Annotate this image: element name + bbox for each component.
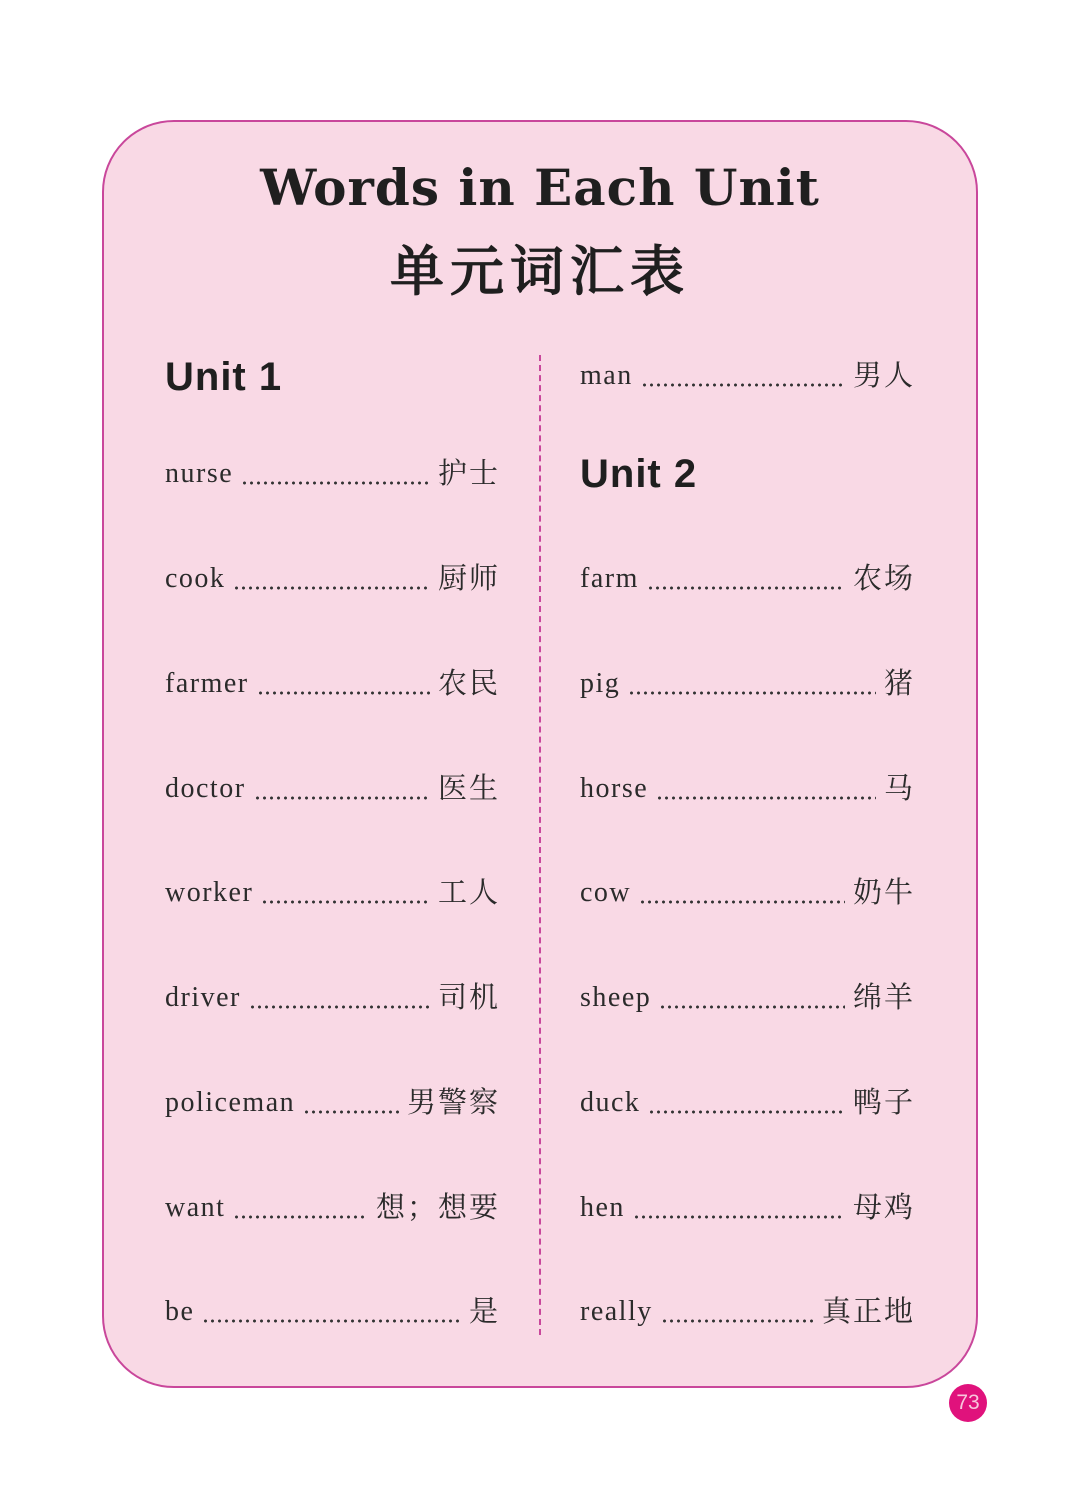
- dotted-leader: [647, 586, 845, 590]
- word-chinese: 农民: [437, 668, 500, 700]
- word-english: pig: [580, 668, 621, 699]
- word-english: driver: [165, 982, 241, 1013]
- word-chinese: 绵羊: [852, 982, 915, 1014]
- dotted-leader: [241, 481, 430, 485]
- vocab-entry: [165, 559, 500, 599]
- vocab-entry: [165, 769, 500, 809]
- word-english: hen: [580, 1192, 625, 1223]
- word-chinese: 医生: [437, 773, 500, 805]
- dotted-leader: [254, 796, 430, 800]
- word-english: be: [165, 1296, 195, 1327]
- word-chinese: 是: [468, 1296, 500, 1328]
- dotted-leader: [641, 383, 845, 387]
- dotted-leader: [261, 900, 430, 904]
- word-english: sheep: [580, 982, 652, 1013]
- word-english: man: [580, 360, 633, 391]
- page-title-chinese: 单元词汇表: [390, 240, 690, 303]
- vocab-entry: [165, 454, 500, 494]
- vocab-entry: [165, 664, 500, 704]
- column-divider: [539, 355, 541, 1335]
- dotted-leader: [202, 1319, 461, 1323]
- vocab-entry: [165, 978, 500, 1018]
- vocab-entry: [580, 873, 915, 913]
- vocab-entry: [580, 1188, 915, 1228]
- dotted-leader: [656, 796, 876, 800]
- word-english: really: [580, 1296, 653, 1327]
- dotted-leader: [639, 900, 845, 904]
- page-title-english: Words in Each Unit: [260, 158, 820, 217]
- word-english: cook: [165, 563, 226, 594]
- word-chinese: 司机: [437, 982, 500, 1014]
- word-chinese: 想；想要: [375, 1192, 500, 1224]
- vocab-entry: [580, 1292, 915, 1332]
- vocab-entry: [165, 1292, 500, 1332]
- word-chinese: 厨师: [437, 563, 500, 595]
- dotted-leader: [659, 1005, 845, 1009]
- unit-heading-2: Unit 2: [580, 452, 698, 496]
- word-chinese: 男警察: [406, 1087, 500, 1119]
- word-chinese: 猪: [883, 668, 915, 700]
- unit-heading-1: Unit 1: [165, 355, 283, 399]
- word-english: doctor: [165, 773, 246, 804]
- vocab-entry: [580, 664, 915, 704]
- word-english: duck: [580, 1087, 641, 1118]
- word-chinese: 鸭子: [852, 1087, 915, 1119]
- vocab-entry: [165, 873, 500, 913]
- dotted-leader: [233, 586, 430, 590]
- word-english: farmer: [165, 668, 249, 699]
- word-english: want: [165, 1192, 226, 1223]
- vocab-entry: [580, 769, 915, 809]
- word-english: horse: [580, 773, 649, 804]
- word-chinese: 男人: [852, 360, 915, 392]
- vocab-entry: [580, 978, 915, 1018]
- page-number-badge: 73: [949, 1384, 987, 1422]
- dotted-leader: [661, 1319, 814, 1323]
- word-english: worker: [165, 877, 254, 908]
- word-chinese: 奶牛: [852, 877, 915, 909]
- word-english: farm: [580, 563, 639, 594]
- word-chinese: 真正地: [821, 1296, 915, 1328]
- vocab-entry: [580, 1083, 915, 1123]
- vocab-entry: [580, 559, 915, 599]
- word-english: nurse: [165, 458, 234, 489]
- word-english: policeman: [165, 1087, 296, 1118]
- dotted-leader: [628, 691, 876, 695]
- dotted-leader: [233, 1215, 368, 1219]
- dotted-leader: [303, 1110, 399, 1114]
- vocab-entry: [165, 1188, 500, 1228]
- vocab-entry: [165, 1083, 500, 1123]
- dotted-leader: [648, 1110, 845, 1114]
- dotted-leader: [257, 691, 430, 695]
- word-english: cow: [580, 877, 632, 908]
- word-chinese: 母鸡: [852, 1192, 915, 1224]
- word-chinese: 护士: [437, 458, 500, 490]
- dotted-leader: [633, 1215, 845, 1219]
- vocab-entry: [580, 356, 915, 396]
- word-chinese: 工人: [437, 877, 500, 909]
- dotted-leader: [249, 1005, 430, 1009]
- word-chinese: 农场: [852, 563, 915, 595]
- word-chinese: 马: [883, 773, 915, 805]
